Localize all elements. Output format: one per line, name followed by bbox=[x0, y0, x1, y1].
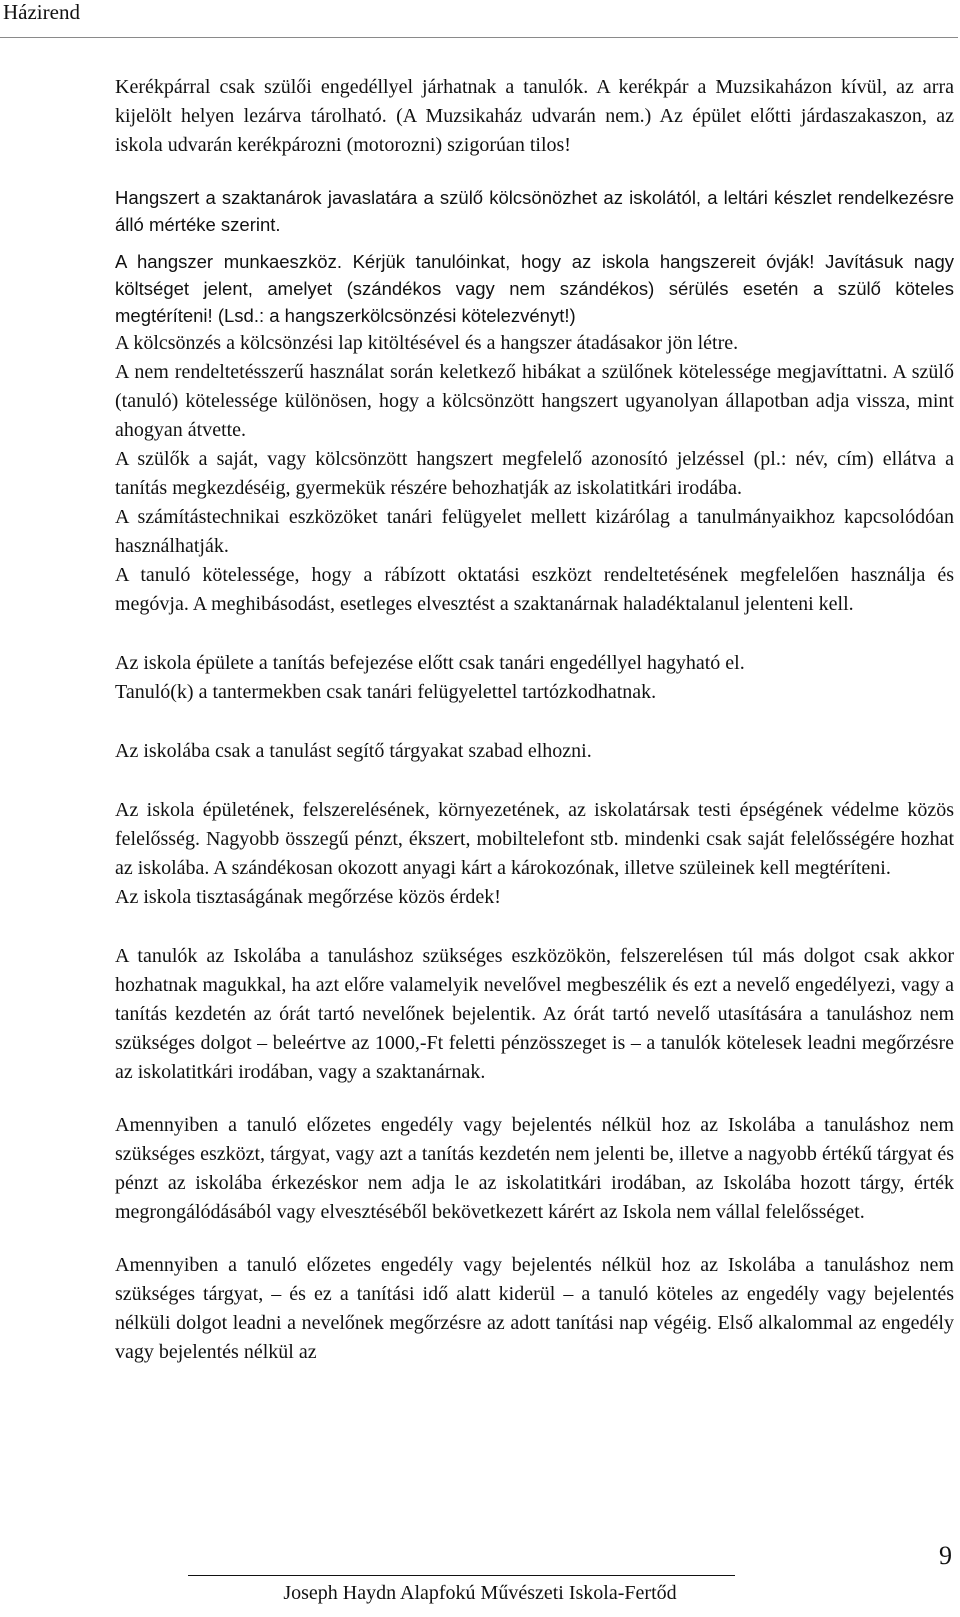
paragraph-classroom-supervision: Tanuló(k) a tantermekben csak tanári felügyelettel tartózkodhatnak. bbox=[115, 681, 657, 703]
paragraph-allowed-items: Az iskolába csak a tanulást segítő tárgyakat szabad elhozni. bbox=[115, 740, 592, 762]
paragraph-shared-responsibility: Az iskola épületének, felszerelésének, környezetének, az iskolatársak testi épségének védelme közös felelősség. Nagyobb összegű pénzt, ékszert, mobiltelefont stb. mindenki csak saját felelősségére hozhat az iskolába. A szándékosan okozott anyagi kárt a károkozónak, illetve szüleinek kell megtéríteni. bbox=[115, 799, 954, 879]
paragraph-liability: Amennyiben a tanuló előzetes engedély vagy bejelentés nélkül hoz az Iskolába a tanuláshoz nem szükséges eszközt, tárgyat, vagy azt a tanítás kezdetén nem jelenti be, illetve a nagyobb értékű tárgyat és pénzt az iskolába érkezéskor nem adja le az iskolatitkári irodában, az Iskolába hozott tárgy, érték megrongálódásából vagy elvesztéséből bekövetkezett kárért az Iskola nem vállal felelősséget. bbox=[115, 1114, 954, 1223]
page-number: 9 bbox=[939, 1541, 952, 1570]
paragraph-instrument-tool: A hangszer munkaeszköz. Kérjük tanulóinkat, hogy az iskola hangszereit óvják! Javításuk nagy költséget jelent, amelyet (szándékos vagy nem szándékos) sérülés esetén a szülő köteles megtéríteni! (Lsd.: a hangszerkölcsönzési kötelezvényt!) bbox=[115, 251, 954, 326]
paragraph-bicycle: Kerékpárral csak szülői engedéllyel járhatnak a tanulók. A kerékpár a Muzsikaházon kívül, az arra kijelölt helyen lezárva tárolható. (A Muzsikaház udvarán nem.) Az épület előtti járdaszakaszon, az iskola udvarán kerékpározni (motorozni) szigorúan tilos! bbox=[115, 76, 954, 156]
header-title: Házirend bbox=[3, 0, 80, 24]
paragraph-rental-start: A kölcsönzés a kölcsönzési lap kitöltésével és a hangszer átadásakor jön létre. bbox=[115, 332, 739, 354]
paragraph-extra-items: A tanulók az Iskolába a tanuláshoz szükséges eszközökön, felszerelésen túl más dolgot csak akkor hozhatnak magukkal, ha azt előre valamelyik nevelővel megbeszélik és ezt a nevelő engedélyezi, vagy a tanítás kezdetén az órát tartó nevelőnek bejelentik. Az órát tartó nevelő utasítására a tanuláshoz nem szükséges dolgot – beleértve az 1000,-Ft feletti pénzösszeget is – a tanulók kötelesek leadni megőrzésre az iskolatitkári irodában, vagy a szaktanárnak. bbox=[115, 945, 954, 1083]
paragraph-repair-duty: A nem rendeltetésszerű használat során keletkező hibákat a szülőnek kötelessége megjavíttatni. A szülő (tanuló) kötelessége különösen, hogy a kölcsönzött hangszert ugyanolyan állapotban adja vissza, mint ahogyan átvette. bbox=[115, 361, 954, 441]
footer-school-name: Joseph Haydn Alapfokú Művészeti Iskola-Fertőd bbox=[283, 1582, 677, 1604]
paragraph-cleanliness: Az iskola tisztaságának megőrzése közös érdek! bbox=[115, 886, 501, 908]
paragraph-own-instrument: A szülők a saját, vagy kölcsönzött hangszert megfelelő azonosító jelzéssel (pl.: név, cím) ellátva a tanítás megkezdéséig, gyermekük részére behozhatják az iskolatitkári irodába. bbox=[115, 448, 954, 499]
paragraph-instrument-rental: Hangszert a szaktanárok javaslatára a szülő kölcsönözhet az iskolától, a leltári készlet rendelkezésre álló mértéke szerint. bbox=[115, 187, 954, 235]
paragraph-confiscation: Amennyiben a tanuló előzetes engedély vagy bejelentés nélkül hoz az Iskolába a tanuláshoz nem szükséges tárgyat, – és ez a tanítási idő alatt kiderül – a tanuló köteles az engedély vagy bejelentés nélküli dolgot leadni a nevelőnek megőrzésre az adott tanítási nap végéig. Első alkalommal az engedély vagy bejelentés nélkül az bbox=[115, 1254, 954, 1363]
footer-divider bbox=[188, 1575, 735, 1576]
page-header bbox=[0, 0, 958, 38]
paragraph-leaving-building: Az iskola épülete a tanítás befejezése előtt csak tanári engedéllyel hagyható el. bbox=[115, 652, 745, 674]
paragraph-equipment-care: A tanuló kötelessége, hogy a rábízott oktatási eszközt rendeltetésének megfelelően használja és megóvja. A meghibásodást, esetleges elvesztést a szaktanárnak haladéktalanul jelenteni kell. bbox=[115, 564, 954, 615]
document-body bbox=[115, 73, 954, 1367]
paragraph-computers: A számítástechnikai eszközöket tanári felügyelet mellett kizárólag a tanulmányaikhoz kapcsolódóan használhatják. bbox=[115, 506, 954, 557]
